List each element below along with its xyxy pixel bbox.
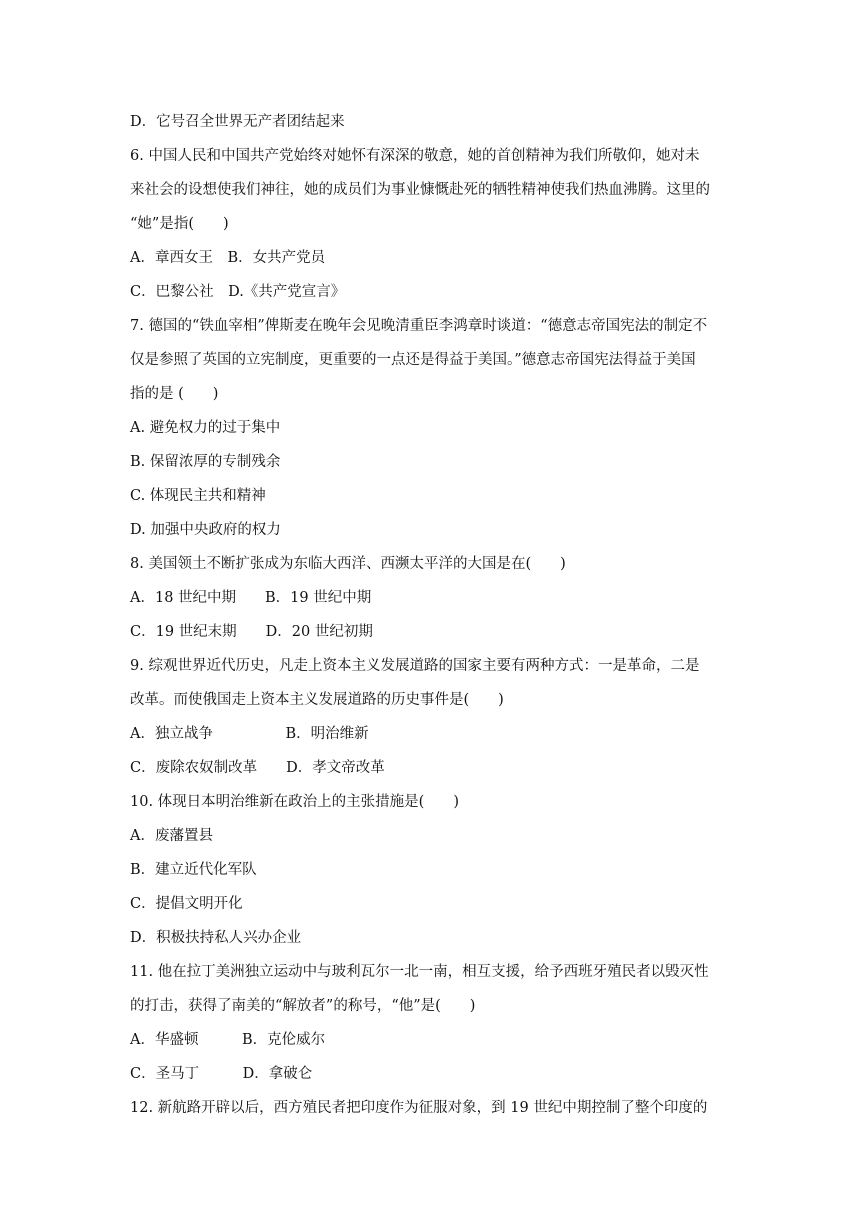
q10-option-a: A．废藩置县 — [130, 828, 213, 844]
q11-stem-line1: 11. 他在拉丁美洲独立运动中与玻利瓦尔一北一南，相互支援，给予西班牙殖民者以毁灭性 — [130, 964, 709, 980]
q9-options-cd: C．废除农奴制改革 D．孝文帝改革 — [130, 760, 385, 776]
q6-stem-line2: 来社会的设想使我们神往，她的成员们为事业慷慨赴死的牺牲精神使我们热血沸腾。这里的 — [130, 182, 710, 198]
q9-stem-line2: 改革。而使俄国走上资本主义发展道路的历史事件是( ) — [130, 692, 504, 708]
q10-option-b: B．建立近代化军队 — [130, 862, 257, 878]
q11-options-cd: C．圣马丁 D．拿破仑 — [130, 1066, 313, 1082]
q6-stem-line3: “她”是指( ) — [130, 216, 229, 232]
q6-options-cd: C．巴黎公社 D.《共产党宣言》 — [130, 284, 346, 300]
q7-stem-line3: 指的是 ( ) — [130, 386, 219, 402]
q7-stem-line1: 7. 德国的“铁血宰相”俾斯麦在晚年会见晚清重臣李鸿章时谈道：“德意志帝国宪法的制定不 — [130, 318, 708, 334]
q5-option-d: D．它号召全世界无产者团结起来 — [130, 114, 345, 130]
q10-stem: 10. 体现日本明治维新在政治上的主张措施是( ) — [130, 794, 459, 810]
q9-stem-line1: 9. 综观世界近代历史，凡走上资本主义发展道路的国家主要有两种方式：一是革命，二是 — [130, 658, 700, 674]
q7-stem-line2: 仅是参照了英国的立宪制度，更重要的一点还是得益于美国。”德意志帝国宪法得益于美国 — [130, 352, 696, 368]
q10-option-d: D．积极扶持私人兴办企业 — [130, 930, 302, 946]
q8-options-ab: A．18 世纪中期 B．19 世纪中期 — [130, 590, 372, 606]
q6-options-ab: A．章西女王 B．女共产党员 — [130, 250, 326, 266]
q7-option-a: A. 避免权力的过于集中 — [130, 420, 281, 436]
q11-stem-line2: 的打击，获得了南美的“解放者”的称号，“他”是( ) — [130, 998, 476, 1014]
q9-options-ab: A．独立战争 B．明治维新 — [130, 726, 369, 742]
q6-stem-line1: 6. 中国人民和中国共产党始终对她怀有深深的敬意，她的首创精神为我们所敬仰，她对未 — [130, 148, 700, 164]
q11-options-ab: A．华盛顿 B．克伦威尔 — [130, 1032, 326, 1048]
q10-option-c: C．提倡文明开化 — [130, 896, 243, 912]
q8-options-cd: C．19 世纪末期 D．20 世纪初期 — [130, 624, 373, 640]
q7-option-d: D. 加强中央政府的权力 — [130, 522, 281, 538]
q7-option-b: B. 保留浓厚的专制残余 — [130, 454, 281, 470]
q12-stem-line1: 12. 新航路开辟以后，西方殖民者把印度作为征服对象，到 19 世纪中期控制了整个印度的 — [130, 1100, 708, 1116]
q7-option-c: C. 体现民主共和精神 — [130, 488, 266, 504]
q8-stem: 8. 美国领土不断扩张成为东临大西洋、西濒太平洋的大国是在( ) — [130, 556, 566, 572]
